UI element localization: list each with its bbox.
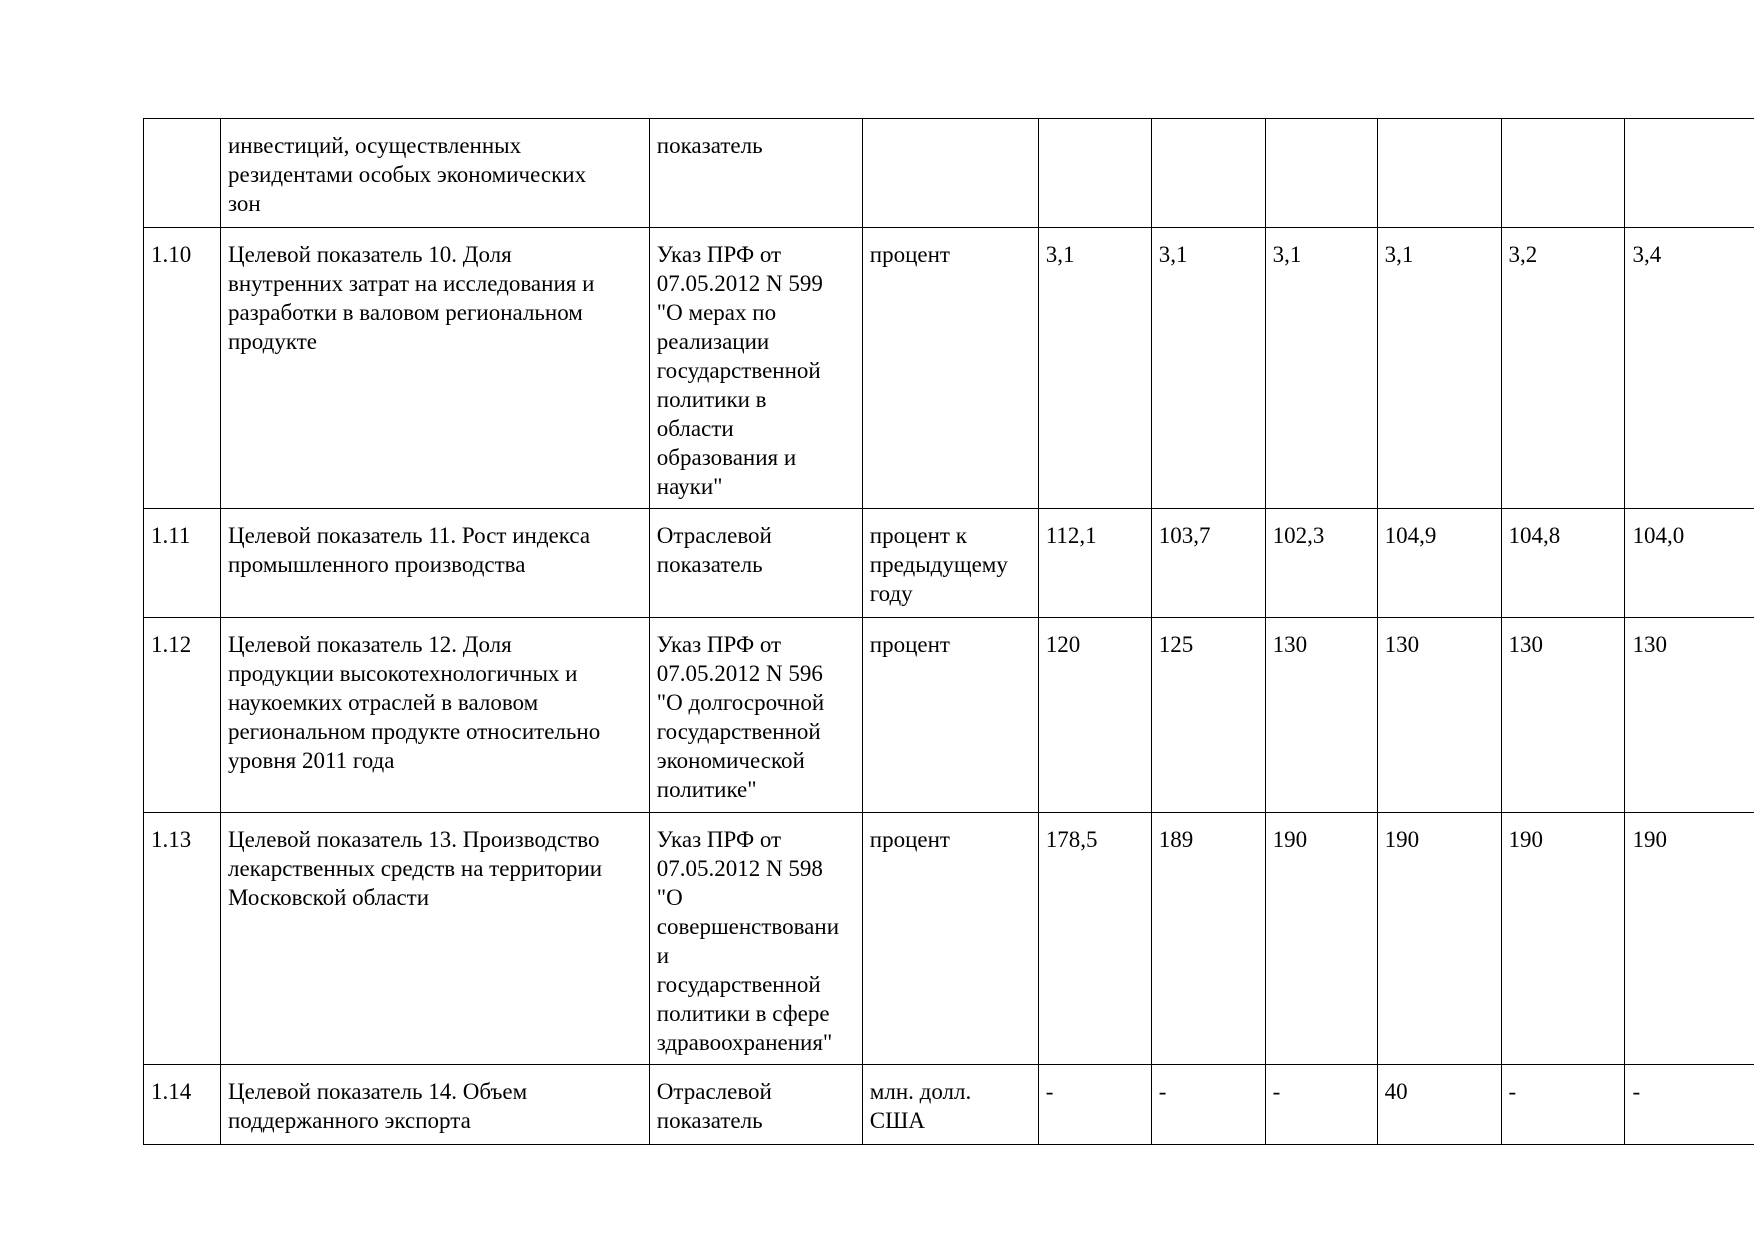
source-cell: Указ ПРФ от 07.05.2012 N 598 "О совершенствовани и государственной политики в сфере здравоохранения" [649,813,862,1065]
value-cell: - [1625,1065,1754,1145]
source-cell: Указ ПРФ от 07.05.2012 N 596 "О долгосрочной государственной экономической политике" [649,618,862,813]
value-cell: 189 [1151,813,1265,1065]
unit-cell: процент [862,228,1038,509]
unit-cell [862,119,1038,228]
value-cell: 3,1 [1038,228,1151,509]
value-cell: 130 [1501,618,1625,813]
value-cell: 112,1 [1038,509,1151,618]
value-cell [1151,119,1265,228]
value-cell: - [1501,1065,1625,1145]
value-cell: 104,0 [1625,509,1754,618]
source-cell: Указ ПРФ от 07.05.2012 N 599 "О мерах по реализации государственной политики в области образования и науки" [649,228,862,509]
table-row [144,1065,1754,1145]
value-cell: - [1265,1065,1377,1145]
row-number-cell: 1.10 [144,228,221,509]
value-cell: 130 [1265,618,1377,813]
row-number-cell: 1.14 [144,1065,221,1145]
value-cell: 103,7 [1151,509,1265,618]
value-cell: 3,4 [1625,228,1754,509]
row-number-cell [144,119,221,228]
value-cell: 130 [1377,618,1501,813]
table-row [144,119,1754,228]
value-cell: 104,9 [1377,509,1501,618]
value-cell: 120 [1038,618,1151,813]
source-cell: показатель [649,119,862,228]
value-cell [1265,119,1377,228]
value-cell [1038,119,1151,228]
value-cell: 190 [1625,813,1754,1065]
indicator-name-cell: инвестиций, осуществленных резидентами особых экономических зон [220,119,649,228]
table-row [144,509,1754,618]
value-cell [1501,119,1625,228]
value-cell: 102,3 [1265,509,1377,618]
value-cell: 178,5 [1038,813,1151,1065]
value-cell: 3,2 [1501,228,1625,509]
value-cell: 190 [1377,813,1501,1065]
value-cell: 3,1 [1151,228,1265,509]
row-number-cell: 1.11 [144,509,221,618]
table-row [144,813,1754,1065]
source-cell: Отраслевой показатель [649,1065,862,1145]
value-cell [1377,119,1501,228]
indicator-name-cell: Целевой показатель 12. Доля продукции высокотехнологичных и наукоемких отраслей в валовом региональном продукте относительно уровня 2011 года [220,618,649,813]
row-number-cell: 1.12 [144,618,221,813]
unit-cell: млн. долл. США [862,1065,1038,1145]
unit-cell: процент [862,618,1038,813]
indicator-name-cell: Целевой показатель 11. Рост индекса промышленного производства [220,509,649,618]
value-cell: 3,1 [1265,228,1377,509]
value-cell: 125 [1151,618,1265,813]
unit-cell: процент к предыдущему году [862,509,1038,618]
indicators-table [143,118,1754,1145]
row-number-cell: 1.13 [144,813,221,1065]
value-cell: 104,8 [1501,509,1625,618]
value-cell: - [1151,1065,1265,1145]
source-cell: Отраслевой показатель [649,509,862,618]
value-cell: 40 [1377,1065,1501,1145]
indicator-name-cell: Целевой показатель 14. Объем поддержанного экспорта [220,1065,649,1145]
value-cell: - [1038,1065,1151,1145]
table-row [144,228,1754,509]
value-cell [1625,119,1754,228]
value-cell: 190 [1501,813,1625,1065]
unit-cell: процент [862,813,1038,1065]
indicator-name-cell: Целевой показатель 10. Доля внутренних затрат на исследования и разработки в валовом региональном продукте [220,228,649,509]
indicator-name-cell: Целевой показатель 13. Производство лекарственных средств на территории Московской области [220,813,649,1065]
value-cell: 130 [1625,618,1754,813]
value-cell: 3,1 [1377,228,1501,509]
table-row [144,618,1754,813]
value-cell: 190 [1265,813,1377,1065]
